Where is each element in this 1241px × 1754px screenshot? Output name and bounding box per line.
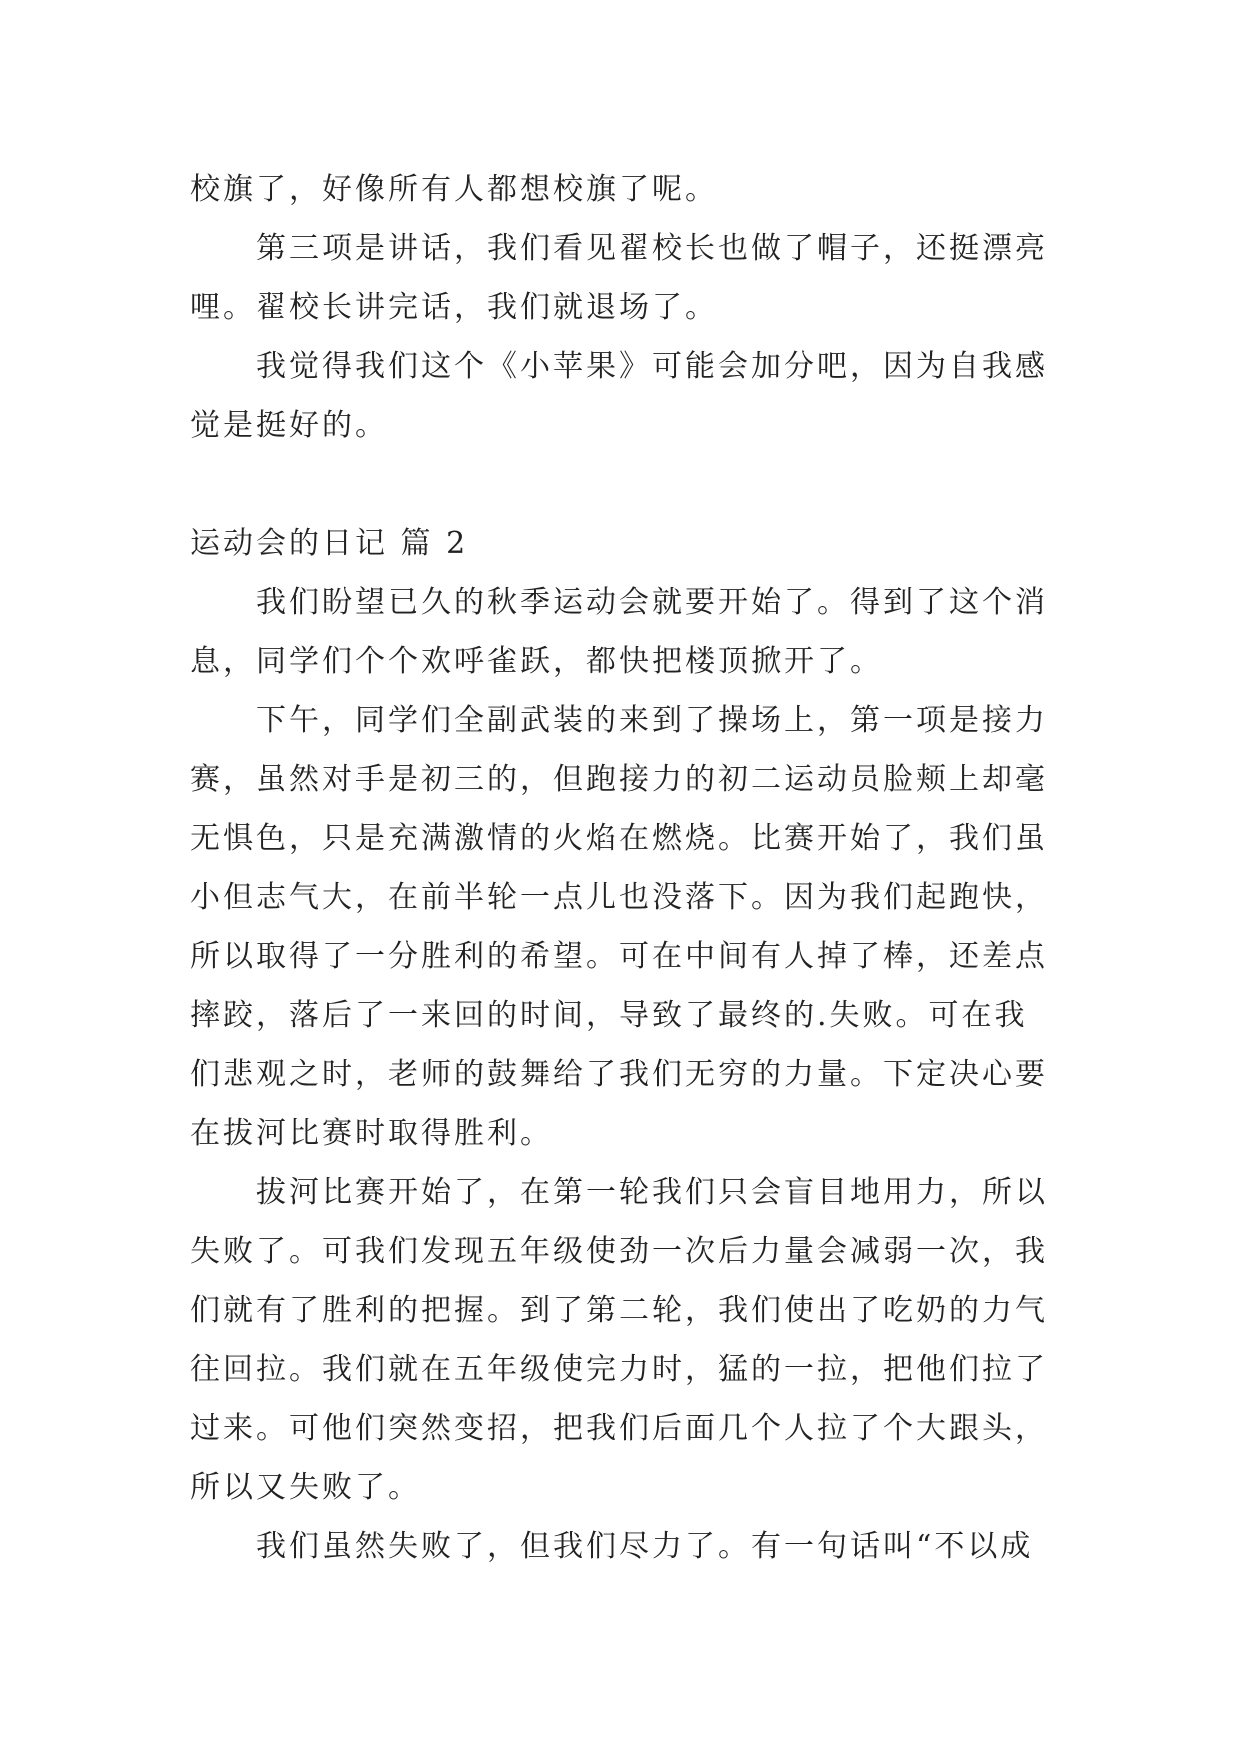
text-line: 觉是挺好的。 bbox=[190, 408, 388, 443]
text-line: 我们虽然失败了，但我们尽力了。有一句话叫“不以成 bbox=[256, 1529, 1034, 1564]
section-heading: 运动会的日记 篇 2 bbox=[190, 526, 469, 561]
text-line: 下午，同学们全副武装的来到了操场上，第一项是接力 bbox=[256, 703, 1048, 738]
section-2 bbox=[190, 514, 1060, 1576]
text-line: 所以取得了一分胜利的希望。可在中间有人掉了棒，还差点 bbox=[190, 939, 1048, 974]
text-line: 失败了。可我们发现五年级使劲一次后力量会减弱一次，我 bbox=[190, 1234, 1048, 1269]
text-line: 摔跤，落后了一来回的时间，导致了最终的.失败。可在我 bbox=[190, 998, 1028, 1033]
text-line: 们就有了胜利的把握。到了第二轮，我们使出了吃奶的力气 bbox=[190, 1293, 1048, 1328]
text-line: 第三项是讲话，我们看见翟校长也做了帽子，还挺漂亮 bbox=[256, 231, 1048, 266]
text-line: 小但志气大，在前半轮一点儿也没落下。因为我们起跑快， bbox=[190, 880, 1048, 915]
text-line: 在拔河比赛时取得胜利。 bbox=[190, 1116, 553, 1151]
text-line: 赛，虽然对手是初三的，但跑接力的初二运动员脸颊上却毫 bbox=[190, 762, 1048, 797]
section-gap bbox=[190, 455, 1060, 514]
text-line: 往回拉。我们就在五年级使完力时，猛的一拉，把他们拉了 bbox=[190, 1352, 1048, 1387]
text-line: 过来。可他们突然变招，把我们后面几个人拉了个大跟头， bbox=[190, 1411, 1048, 1446]
text-line: 息，同学们个个欢呼雀跃，都快把楼顶掀开了。 bbox=[190, 644, 883, 679]
text-line: 校旗了，好像所有人都想校旗了呢。 bbox=[190, 172, 718, 207]
text-line: 所以又失败了。 bbox=[190, 1470, 421, 1505]
text-line: 哩。翟校长讲完话，我们就退场了。 bbox=[190, 290, 718, 325]
text-line: 我们盼望已久的秋季运动会就要开始了。得到了这个消 bbox=[256, 585, 1048, 620]
text-line: 我觉得我们这个《小苹果》可能会加分吧，因为自我感 bbox=[256, 349, 1048, 384]
text-line: 们悲观之时，老师的鼓舞给了我们无穷的力量。下定决心要 bbox=[190, 1057, 1048, 1092]
text-line: 无惧色，只是充满激情的火焰在燃烧。比赛开始了，我们虽 bbox=[190, 821, 1048, 856]
document-body bbox=[190, 160, 1060, 1576]
text-line: 拔河比赛开始了，在第一轮我们只会盲目地用力，所以 bbox=[256, 1175, 1048, 1210]
section-1 bbox=[190, 160, 1060, 455]
